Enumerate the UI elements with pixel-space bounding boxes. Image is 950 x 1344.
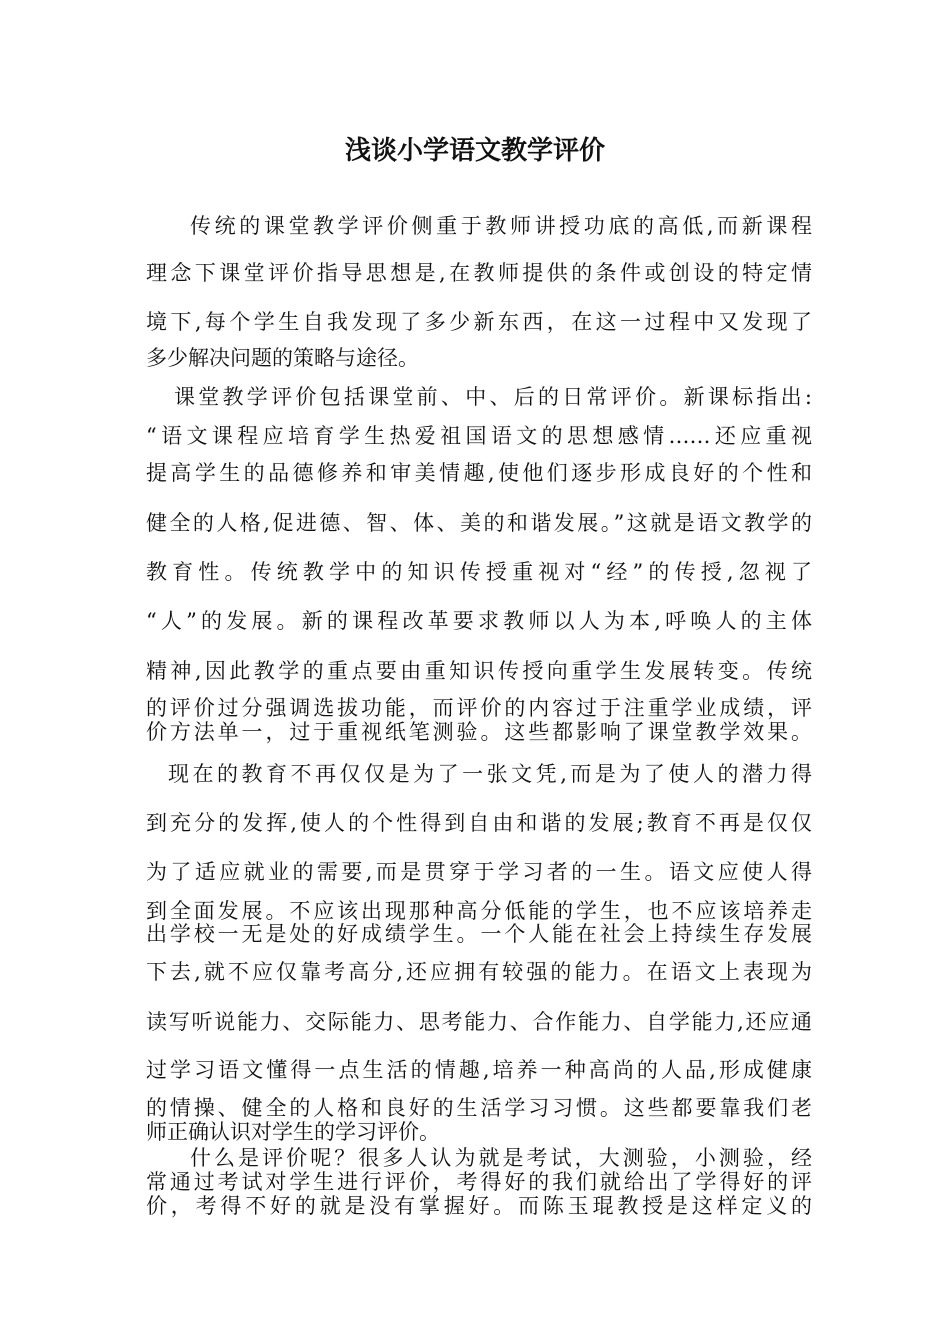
text-line: 理念下课堂评价指导思想是,在教师提供的条件或创设的特定情 xyxy=(146,261,812,285)
text-line: 什么是评价呢？很多人认为就是考试，大测验，小测验，经 xyxy=(190,1146,812,1170)
text-line: 精神,因此教学的重点要由重知识传授向重学生发展转变。传统 xyxy=(146,659,812,683)
text-line: 价方法单一，过于重视纸笔测验。这些都影响了课堂教学效果。 xyxy=(146,720,812,744)
text-line: 提高学生的品德修养和审美情趣,使他们逐步形成良好的个性和 xyxy=(146,461,812,485)
text-line: 过学习语文懂得一点生活的情趣,培养一种高尚的人品,形成健康 xyxy=(146,1058,812,1082)
text-line: 课堂教学评价包括课堂前、中、后的日常评价。新课标指出: xyxy=(174,385,812,409)
text-line: 的情操、健全的人格和良好的生活学习习惯。这些都要靠我们老 xyxy=(146,1096,812,1120)
text-line: 出学校一无是处的好成绩学生。一个人能在社会上持续生存发展 xyxy=(146,922,812,946)
text-line: 传统的课堂教学评价侧重于教师讲授功底的高低,而新课程 xyxy=(190,214,812,238)
text-line: 健全的人格,促进德、智、体、美的和谐发展。”这就是语文教学的 xyxy=(146,511,812,535)
page-title: 浅谈小学语文教学评价 xyxy=(344,136,605,166)
text-line: 常通过考试对学生进行评价，考得好的我们就给出了学得好的评 xyxy=(146,1170,812,1194)
text-line: 为了适应就业的需要,而是贯穿于学习者的一生。语文应使人得 xyxy=(146,860,812,884)
text-line: 下去,就不应仅靠考高分,还应拥有较强的能力。在语文上表现为 xyxy=(146,960,812,984)
text-line: 多少解决问题的策略与途径。 xyxy=(146,346,419,370)
text-line: 到全面发展。不应该出现那种高分低能的学生，也不应该培养走 xyxy=(146,899,812,923)
text-line: 境下,每个学生自我发现了多少新东西，在这一过程中又发现了 xyxy=(146,310,812,334)
text-line: 到充分的发挥,使人的个性得到自由和谐的发展;教育不再是仅仅 xyxy=(146,811,812,835)
text-line: 的评价过分强调选拔功能，而评价的内容过于注重学业成绩，评 xyxy=(146,696,812,720)
text-line: 教育性。传统教学中的知识传授重视对“经”的传授,忽视了 xyxy=(146,560,812,584)
text-line: 现在的教育不再仅仅是为了一张文凭,而是为了使人的潜力得 xyxy=(168,762,812,786)
text-line: “人”的发展。新的课程改革要求教师以人为本,呼唤人的主体 xyxy=(146,609,812,633)
text-line: “语文课程应培育学生热爱祖国语文的思想感情……还应重视 xyxy=(146,424,812,448)
text-line: 读写听说能力、交际能力、思考能力、合作能力、自学能力,还应通 xyxy=(146,1010,812,1034)
text-line: 师正确认识对学生的学习评价。 xyxy=(146,1120,440,1144)
text-line: 价，考得不好的就是没有掌握好。而陈玉琨教授是这样定义的 xyxy=(146,1194,812,1218)
